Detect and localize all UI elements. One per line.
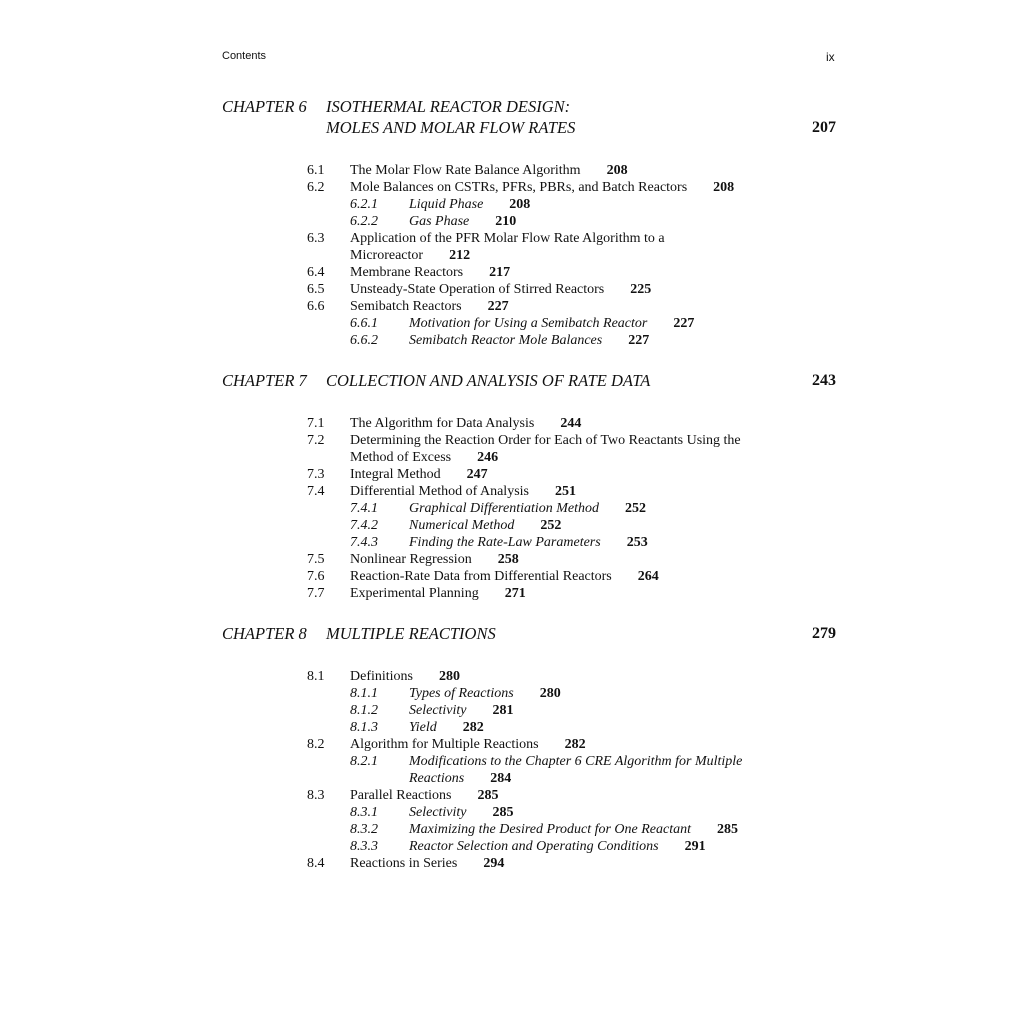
section-title-line — [409, 315, 836, 332]
section-page-number: 253 — [626, 535, 648, 550]
section-page-number: 210 — [495, 214, 517, 229]
section-number: 7.4.3 — [350, 535, 378, 550]
section-title-text: Reaction-Rate Data from Differential Reactors — [350, 569, 612, 584]
section-entry — [222, 855, 836, 872]
section-number: 6.2.2 — [350, 214, 378, 229]
section-title-text: Algorithm for Multiple Reactions — [350, 737, 539, 752]
section-page-number: 251 — [555, 484, 576, 499]
chapter-heading — [222, 96, 836, 138]
section-list — [222, 415, 836, 602]
section-title-text: Definitions — [350, 669, 413, 684]
section-page-number: 212 — [449, 248, 471, 263]
section-page-number: 244 — [560, 416, 582, 431]
section-entry — [222, 787, 836, 804]
section-page-number: 264 — [637, 569, 659, 584]
chapter-title — [326, 96, 836, 138]
section-title-line — [350, 736, 836, 753]
section-title-text: Liquid Phase — [409, 197, 484, 212]
section-number: 7.1 — [307, 416, 325, 431]
section-page-number: 282 — [462, 720, 484, 735]
section-title-line — [409, 685, 836, 702]
section-entry — [222, 432, 836, 466]
section-number: 7.4 — [307, 484, 325, 499]
subsection-entry — [222, 213, 836, 230]
section-title-text: Semibatch Reactor Mole Balances — [409, 333, 603, 348]
section-title-text: Nonlinear Regression — [350, 552, 472, 567]
section-entry — [222, 668, 836, 685]
section-title-line — [350, 264, 836, 281]
section-number: 8.3.1 — [350, 805, 378, 820]
section-title-text: The Molar Flow Rate Balance Algorithm — [350, 163, 581, 178]
section-number: 6.2.1 — [350, 197, 378, 212]
section-entry — [222, 568, 836, 585]
section-number: 8.3.3 — [350, 839, 378, 854]
section-title-text: Maximizing the Desired Product for One Reactant — [409, 822, 692, 837]
section-title-line — [350, 162, 836, 179]
section-title-line — [409, 838, 836, 855]
section-entry — [222, 415, 836, 432]
section-title-text: Determining the Reaction Order for Each of Two Reactants Using the — [350, 433, 741, 448]
chapter-label: CHAPTER 6 — [222, 97, 307, 116]
section-title-text: Application of the PFR Molar Flow Rate Algorithm to a — [350, 231, 665, 246]
subsection-entry — [222, 196, 836, 213]
subsection-entry — [222, 517, 836, 534]
section-page-number: 252 — [625, 501, 647, 516]
section-number: 6.6 — [307, 299, 325, 314]
section-title-text: Mole Balances on CSTRs, PFRs, PBRs, and Batch Reactors — [350, 180, 688, 195]
section-title-line — [350, 585, 836, 602]
chapter-title-line: MULTIPLE REACTIONS — [326, 624, 496, 643]
section-title-line — [409, 500, 836, 517]
section-number: 8.1.2 — [350, 703, 378, 718]
section-number: 8.3.2 — [350, 822, 378, 837]
section-title-line — [409, 702, 836, 719]
section-page-number: 208 — [606, 163, 628, 178]
section-entry — [222, 264, 836, 281]
section-title-line — [409, 821, 836, 838]
section-number: 8.1.3 — [350, 720, 378, 735]
section-title-line — [350, 855, 836, 872]
section-entry — [222, 551, 836, 568]
section-title-text: Integral Method — [350, 467, 441, 482]
section-number: 8.2.1 — [350, 754, 378, 769]
section-entry — [222, 281, 836, 298]
section-page-number: 247 — [466, 467, 488, 482]
chapter-section — [222, 370, 836, 602]
subsection-entry — [222, 838, 836, 855]
subsection-entry — [222, 821, 836, 838]
section-entry — [222, 466, 836, 483]
subsection-entry — [222, 332, 836, 349]
subsection-entry — [222, 685, 836, 702]
chapter-heading — [222, 370, 836, 391]
section-entry — [222, 298, 836, 315]
section-title-line — [350, 483, 836, 500]
chapter-title-line: COLLECTION AND ANALYSIS OF RATE DATA — [326, 371, 651, 390]
chapter-label: CHAPTER 8 — [222, 624, 307, 643]
section-page-number: 285 — [717, 822, 739, 837]
section-title-text: Parallel Reactions — [350, 788, 452, 803]
chapter-page-number: 207 — [812, 119, 836, 136]
section-number: 6.6.2 — [350, 333, 378, 348]
section-list — [222, 162, 836, 349]
section-title-text: Yield — [409, 720, 437, 735]
section-number: 8.2 — [307, 737, 325, 752]
section-title-text: Microreactor — [350, 248, 424, 263]
section-number: 6.5 — [307, 282, 325, 297]
section-title-line — [409, 196, 836, 213]
section-title-line — [409, 534, 836, 551]
section-page-number: 227 — [628, 333, 650, 348]
subsection-entry — [222, 534, 836, 551]
section-number: 6.4 — [307, 265, 325, 280]
section-title-text: Selectivity — [409, 805, 467, 820]
subsection-entry — [222, 315, 836, 332]
subsection-entry — [222, 719, 836, 736]
section-number: 8.1 — [307, 669, 325, 684]
section-entry — [222, 483, 836, 500]
section-title-line — [350, 551, 836, 568]
subsection-entry — [222, 702, 836, 719]
section-page-number: 280 — [539, 686, 561, 701]
section-number: 7.2 — [307, 433, 325, 448]
chapter-section — [222, 623, 836, 872]
section-number: 7.5 — [307, 552, 325, 567]
section-title-line — [350, 415, 836, 432]
chapter-title-line: ISOTHERMAL REACTOR DESIGN: — [326, 97, 571, 116]
running-header-title: Contents — [222, 50, 267, 62]
section-page-number: 285 — [492, 805, 514, 820]
section-entry — [222, 230, 836, 264]
section-entry — [222, 179, 836, 196]
section-title-line — [350, 179, 836, 196]
section-page-number: 217 — [489, 265, 511, 280]
chapter-title — [326, 623, 836, 644]
section-entry — [222, 736, 836, 753]
section-title-line — [350, 568, 836, 585]
section-number: 7.6 — [307, 569, 325, 584]
section-title-line — [350, 787, 836, 804]
section-number: 6.3 — [307, 231, 325, 246]
section-entry — [222, 162, 836, 179]
subsection-entry — [222, 753, 836, 787]
section-page-number: 284 — [490, 771, 512, 786]
subsection-entry — [222, 500, 836, 517]
section-title-line — [350, 230, 836, 247]
section-title-text: Modifications to the Chapter 6 CRE Algorithm for Multiple — [409, 754, 743, 769]
section-title-text: Types of Reactions — [409, 686, 514, 701]
section-number: 8.4 — [307, 856, 325, 871]
section-number: 8.3 — [307, 788, 325, 803]
chapter-section — [222, 96, 836, 349]
section-page-number: 291 — [684, 839, 706, 854]
section-page-number: 227 — [487, 299, 509, 314]
section-page-number: 258 — [497, 552, 519, 567]
section-title-line — [350, 281, 836, 298]
section-title-text: Motivation for Using a Semibatch Reactor — [409, 316, 648, 331]
running-header-page-number: ix — [826, 50, 835, 64]
section-title-line — [409, 332, 836, 349]
section-page-number: 294 — [483, 856, 505, 871]
section-page-number: 246 — [477, 450, 499, 465]
section-number: 7.4.1 — [350, 501, 378, 516]
section-title-text: Semibatch Reactors — [350, 299, 462, 314]
section-page-number: 208 — [713, 180, 735, 195]
section-page-number: 281 — [492, 703, 514, 718]
section-number: 6.6.1 — [350, 316, 378, 331]
section-number: 7.3 — [307, 467, 325, 482]
section-page-number: 227 — [673, 316, 695, 331]
chapter-label: CHAPTER 7 — [222, 371, 307, 390]
section-title-text: Method of Excess — [350, 450, 452, 465]
section-title-line — [350, 432, 836, 449]
section-page-number: 252 — [540, 518, 562, 533]
section-title-text: Reactions — [409, 771, 465, 786]
section-title-text: Graphical Differentiation Method — [409, 501, 600, 516]
section-page-number: 208 — [509, 197, 531, 212]
section-title-line — [350, 466, 836, 483]
section-title-text: Numerical Method — [409, 518, 515, 533]
section-entry — [222, 585, 836, 602]
section-title-line — [409, 753, 836, 770]
section-title-line — [409, 804, 836, 821]
section-title-text: Selectivity — [409, 703, 467, 718]
chapter-page-number: 279 — [812, 625, 836, 642]
section-title-text: Experimental Planning — [350, 586, 479, 601]
section-page-number: 282 — [564, 737, 586, 752]
section-title-line — [409, 719, 836, 736]
section-number: 8.1.1 — [350, 686, 378, 701]
chapter-page-number: 243 — [812, 372, 836, 389]
section-title-text: Reactions in Series — [350, 856, 458, 871]
subsection-entry — [222, 804, 836, 821]
section-title-line — [409, 770, 836, 787]
chapter-heading — [222, 623, 836, 644]
section-title-text: Membrane Reactors — [350, 265, 464, 280]
section-title-line — [350, 298, 836, 315]
section-title-text: Finding the Rate-Law Parameters — [409, 535, 601, 550]
section-title-text: The Algorithm for Data Analysis — [350, 416, 535, 431]
section-number: 6.2 — [307, 180, 325, 195]
section-number: 7.4.2 — [350, 518, 378, 533]
section-title-text: Gas Phase — [409, 214, 470, 229]
section-title-line — [350, 668, 836, 685]
chapter-title — [326, 370, 836, 391]
section-page-number: 225 — [630, 282, 652, 297]
section-title-text: Reactor Selection and Operating Conditions — [409, 839, 659, 854]
section-list — [222, 668, 836, 872]
section-title-text: Differential Method of Analysis — [350, 484, 529, 499]
section-page-number: 285 — [477, 788, 499, 803]
section-number: 6.1 — [307, 163, 325, 178]
section-page-number: 280 — [439, 669, 460, 684]
section-page-number: 271 — [504, 586, 526, 601]
section-number: 7.7 — [307, 586, 325, 601]
table-of-contents — [222, 96, 836, 872]
chapter-title-line: MOLES AND MOLAR FLOW RATES — [326, 118, 576, 137]
section-title-line — [350, 247, 836, 264]
section-title-line — [350, 449, 836, 466]
section-title-line — [409, 213, 836, 230]
section-title-text: Unsteady-State Operation of Stirred Reactors — [350, 282, 605, 297]
section-title-line — [409, 517, 836, 534]
